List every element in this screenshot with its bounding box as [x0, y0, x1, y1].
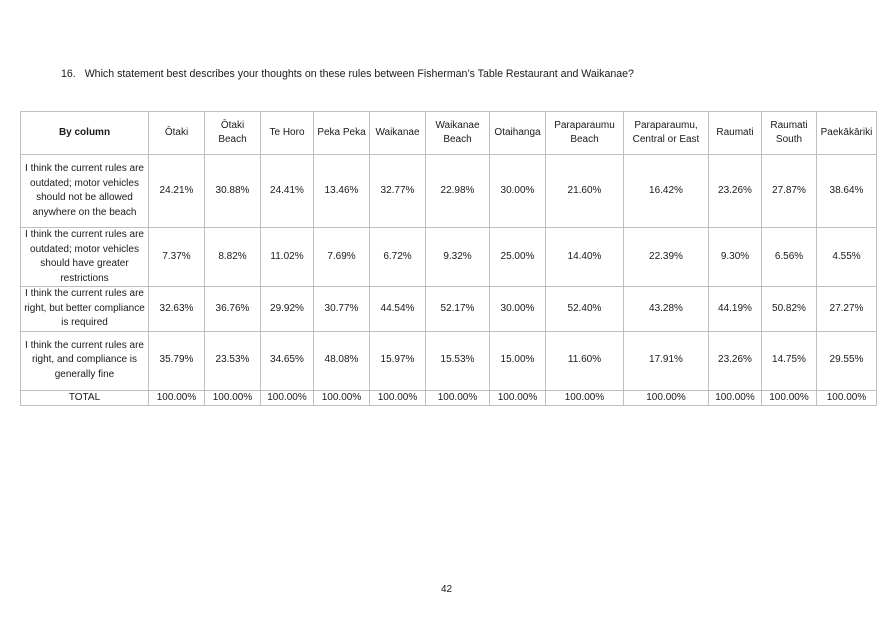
results-table: [20, 111, 877, 406]
table-cell: 22.98%: [426, 155, 490, 228]
total-cell: 100.00%: [709, 390, 762, 405]
total-row: [21, 390, 877, 405]
total-cell: 100.00%: [149, 390, 205, 405]
table-cell: 15.53%: [426, 331, 490, 390]
total-cell: 100.00%: [426, 390, 490, 405]
table-cell: 15.97%: [370, 331, 426, 390]
table-cell: 8.82%: [205, 228, 261, 287]
header-row: [21, 112, 877, 155]
row-label: I think the current rules are outdated; motor vehicles should have greater restrictions: [21, 228, 149, 287]
table-cell: 17.91%: [624, 331, 709, 390]
table-cell: 36.76%: [205, 287, 261, 332]
table-cell: 27.27%: [817, 287, 877, 332]
column-header: Te Horo: [261, 112, 314, 155]
table-cell: 30.77%: [314, 287, 370, 332]
table-cell: 7.69%: [314, 228, 370, 287]
table-cell: 23.26%: [709, 331, 762, 390]
total-cell: 100.00%: [314, 390, 370, 405]
column-header: Paraparaumu, Central or East: [624, 112, 709, 155]
column-header: Paekākāriki: [817, 112, 877, 155]
table-cell: 6.72%: [370, 228, 426, 287]
corner-header: By column: [21, 112, 149, 155]
table-cell: 24.21%: [149, 155, 205, 228]
table-cell: 29.92%: [261, 287, 314, 332]
table-cell: 22.39%: [624, 228, 709, 287]
total-cell: 100.00%: [762, 390, 817, 405]
table-cell: 16.42%: [624, 155, 709, 228]
table-cell: 30.00%: [490, 155, 546, 228]
table-cell: 52.17%: [426, 287, 490, 332]
table-row: [21, 228, 877, 287]
table-cell: 9.32%: [426, 228, 490, 287]
table-cell: 11.02%: [261, 228, 314, 287]
table-cell: 44.19%: [709, 287, 762, 332]
row-label: I think the current rules are right, and compliance is generally fine: [21, 331, 149, 390]
total-label: TOTAL: [21, 390, 149, 405]
table-cell: 32.77%: [370, 155, 426, 228]
column-header: Ōtaki: [149, 112, 205, 155]
table-cell: 24.41%: [261, 155, 314, 228]
total-cell: 100.00%: [546, 390, 624, 405]
question-text: Which statement best describes your thoughts on these rules between Fisherman’s Table Restaurant and Waikanae?: [84, 68, 634, 80]
table-cell: 30.88%: [205, 155, 261, 228]
column-header: Raumati South: [762, 112, 817, 155]
table-cell: 43.28%: [624, 287, 709, 332]
table-cell: 32.63%: [149, 287, 205, 332]
column-header: Paraparaumu Beach: [546, 112, 624, 155]
question-heading: [61, 68, 634, 80]
column-header: Ōtaki Beach: [205, 112, 261, 155]
column-header: Peka Peka: [314, 112, 370, 155]
row-label: I think the current rules are right, but better compliance is required: [21, 287, 149, 332]
table-cell: 15.00%: [490, 331, 546, 390]
table-cell: 34.65%: [261, 331, 314, 390]
table-cell: 30.00%: [490, 287, 546, 332]
column-header: Waikanae Beach: [426, 112, 490, 155]
table-cell: 14.75%: [762, 331, 817, 390]
total-cell: 100.00%: [624, 390, 709, 405]
total-cell: 100.00%: [205, 390, 261, 405]
table-cell: 52.40%: [546, 287, 624, 332]
page-number: 42: [440, 584, 453, 595]
total-cell: 100.00%: [490, 390, 546, 405]
table-header: [21, 112, 877, 155]
table-cell: 13.46%: [314, 155, 370, 228]
table-cell: 29.55%: [817, 331, 877, 390]
row-label: I think the current rules are outdated; motor vehicles should not be allowed anywhere on the beach: [21, 155, 149, 228]
table-cell: 50.82%: [762, 287, 817, 332]
total-cell: 100.00%: [370, 390, 426, 405]
total-cell: 100.00%: [817, 390, 877, 405]
table-cell: 6.56%: [762, 228, 817, 287]
table-cell: 23.26%: [709, 155, 762, 228]
table-cell: 4.55%: [817, 228, 877, 287]
table-cell: 9.30%: [709, 228, 762, 287]
table-cell: 11.60%: [546, 331, 624, 390]
table-cell: 35.79%: [149, 331, 205, 390]
table-cell: 14.40%: [546, 228, 624, 287]
question-number: 16.: [61, 68, 76, 80]
table-cell: 23.53%: [205, 331, 261, 390]
table-cell: 25.00%: [490, 228, 546, 287]
table-body: [21, 155, 877, 406]
column-header: Otaihanga: [490, 112, 546, 155]
total-cell: 100.00%: [261, 390, 314, 405]
column-header: Waikanae: [370, 112, 426, 155]
table-row: [21, 155, 877, 228]
table-cell: 38.64%: [817, 155, 877, 228]
table-cell: 44.54%: [370, 287, 426, 332]
table-row: [21, 331, 877, 390]
table-cell: 48.08%: [314, 331, 370, 390]
table-cell: 7.37%: [149, 228, 205, 287]
table-cell: 21.60%: [546, 155, 624, 228]
table-cell: 27.87%: [762, 155, 817, 228]
table-row: [21, 287, 877, 332]
column-header: Raumati: [709, 112, 762, 155]
